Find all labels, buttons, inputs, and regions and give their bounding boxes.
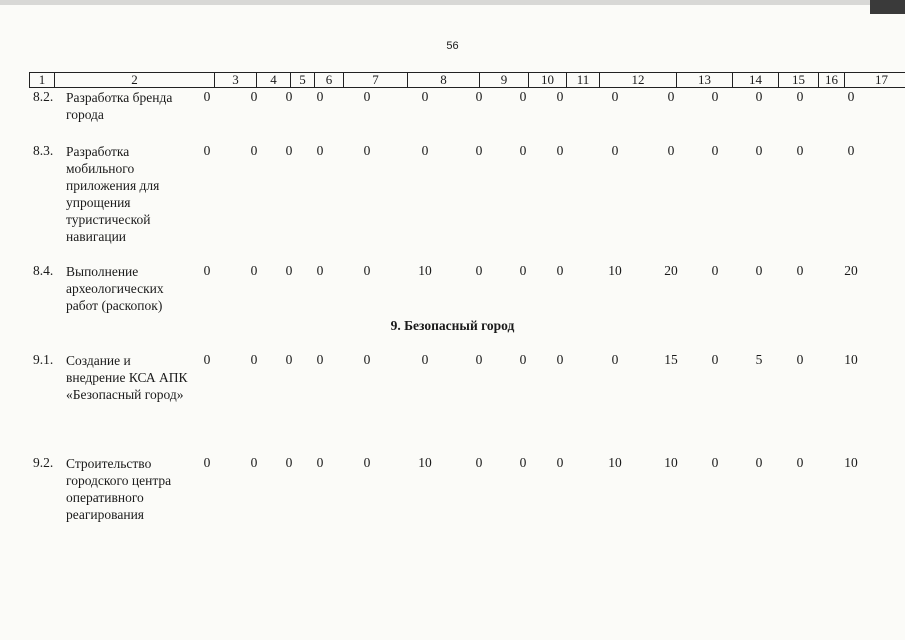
row-value: 0 [667,89,675,104]
row-value: 0 [711,455,719,470]
row-number: 8.3. [33,143,54,158]
row-value: 0 [755,143,763,158]
page-number: 56 [446,40,459,52]
row-value: 0 [316,89,324,104]
row-value: 0 [755,455,763,470]
row-value: 0 [363,89,371,104]
row-value: 10 [418,455,432,470]
row-value: 0 [796,263,804,278]
row-value: 0 [519,89,527,104]
column-number: 9 [480,73,529,88]
row-number: 9.2. [33,455,54,470]
row-value: 10 [418,263,432,278]
row-value: 0 [556,89,564,104]
row-value: 0 [316,352,324,367]
column-number: 2 [55,73,215,88]
row-value: 0 [611,89,619,104]
row-value: 0 [711,89,719,104]
row-value: 10 [844,455,858,470]
column-number: 12 [600,73,677,88]
row-value: 0 [316,455,324,470]
row-value: 0 [421,89,429,104]
row-value: 0 [847,89,855,104]
row-value: 0 [363,352,371,367]
column-number: 13 [677,73,733,88]
row-value: 0 [363,143,371,158]
row-value: 0 [556,263,564,278]
row-name: Строительство городского центра оперативного реагирования [66,456,172,522]
row-value: 0 [611,143,619,158]
row-value: 0 [421,143,429,158]
row-value: 20 [664,263,678,278]
row-value: 0 [519,352,527,367]
row-value: 0 [556,455,564,470]
row-number: 8.2. [33,89,54,104]
row-value: 10 [844,352,858,367]
column-number: 4 [257,73,291,88]
row-value: 5 [755,352,763,367]
row-value: 0 [519,263,527,278]
column-number: 11 [567,73,600,88]
row-value: 0 [475,352,483,367]
row-value: 0 [203,455,211,470]
row-value: 0 [796,89,804,104]
row-value: 0 [285,455,293,470]
row-value: 0 [475,263,483,278]
row-name: Выполнение археологических работ (раскопок) [66,264,164,313]
row-value: 10 [664,455,678,470]
row-value: 0 [796,143,804,158]
row-value: 0 [421,352,429,367]
row-value: 0 [556,352,564,367]
row-value: 0 [556,143,564,158]
row-value: 0 [250,143,258,158]
row-value: 0 [611,352,619,367]
column-number: 6 [315,73,344,88]
row-value: 0 [475,455,483,470]
row-value: 0 [755,263,763,278]
row-value: 0 [519,143,527,158]
row-value: 0 [285,143,293,158]
row-value: 0 [316,263,324,278]
column-number: 8 [408,73,480,88]
row-value: 0 [250,263,258,278]
row-value: 0 [316,143,324,158]
column-number: 1 [30,73,55,88]
row-value: 10 [608,263,622,278]
row-number: 9.1. [33,352,54,367]
row-value: 0 [203,89,211,104]
column-number: 7 [344,73,408,88]
row-value: 0 [711,263,719,278]
row-number: 8.4. [33,263,54,278]
row-value: 0 [285,352,293,367]
row-value: 0 [285,89,293,104]
row-value: 0 [796,352,804,367]
row-value: 0 [796,455,804,470]
row-name: Разработка бренда города [66,90,173,122]
row-value: 0 [250,352,258,367]
row-value: 10 [608,455,622,470]
column-number: 5 [291,73,315,88]
row-value: 0 [203,263,211,278]
row-name: Создание и внедрение КСА АПК «Безопасный город» [66,353,188,402]
row-value: 0 [250,89,258,104]
column-number-header [29,72,905,88]
column-number: 3 [215,73,257,88]
row-value: 0 [847,143,855,158]
row-value: 0 [363,263,371,278]
column-number: 14 [733,73,779,88]
section-title: 9. Безопасный город [390,318,515,333]
row-value: 0 [203,143,211,158]
scan-edge [0,0,905,5]
column-number: 10 [529,73,567,88]
row-value: 0 [667,143,675,158]
scan-mark [870,0,905,14]
row-value: 0 [475,89,483,104]
row-value: 0 [475,143,483,158]
row-value: 0 [363,455,371,470]
row-value: 0 [285,263,293,278]
column-number: 16 [819,73,845,88]
row-value: 0 [250,455,258,470]
row-value: 20 [844,263,858,278]
row-value: 0 [711,143,719,158]
row-value: 0 [203,352,211,367]
row-value: 0 [711,352,719,367]
column-number: 17 [845,73,905,88]
row-value: 0 [519,455,527,470]
row-value: 15 [664,352,678,367]
column-number: 15 [779,73,819,88]
row-value: 0 [755,89,763,104]
row-name: Разработка мобильного приложения для упрощения туристической навигации [66,144,160,244]
